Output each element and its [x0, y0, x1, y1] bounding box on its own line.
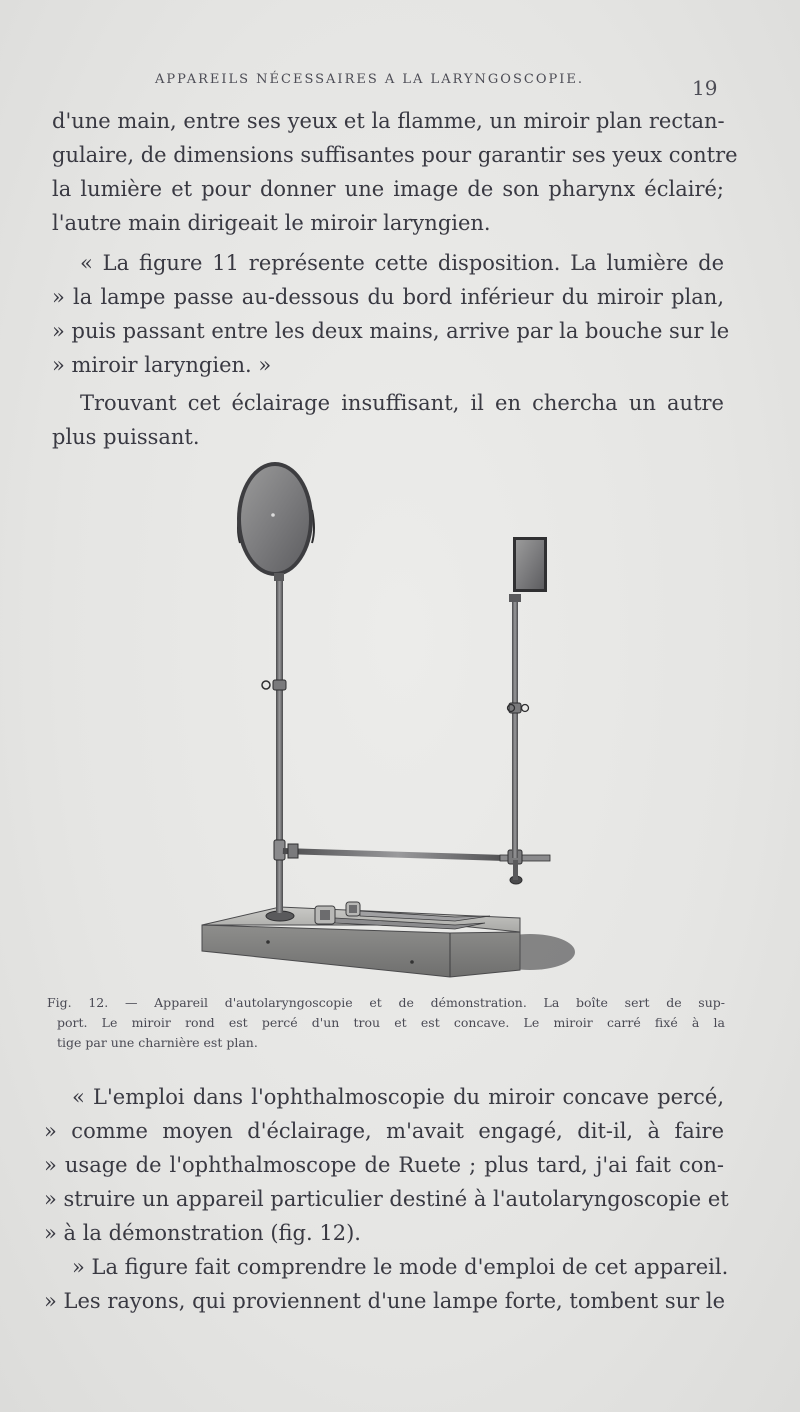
right-stand: [508, 594, 529, 858]
text-line: » à la démonstration (fig. 12).: [44, 1221, 361, 1245]
figure-caption: [47, 993, 725, 1053]
text-line: » la lampe passe au-dessous du bord inférieur du miroir plan,: [52, 285, 724, 309]
square-mirror: [513, 537, 547, 592]
quotation-ruete: [44, 1080, 729, 1318]
running-title: APPAREILS NÉCESSAIRES A LA LARYNGOSCOPIE.: [155, 72, 584, 87]
round-mirror: [237, 462, 314, 581]
text-line: » comme moyen d'éclairage, m'avait engagé, dit-il, à faire: [44, 1119, 724, 1143]
text-line: » usage de l'ophthalmoscope de Ruete ; plus tard, j'ai fait con-: [44, 1153, 724, 1177]
figure-12-illustration: [190, 455, 580, 985]
paragraph-trouvant: [52, 386, 724, 454]
text-line: » miroir laryngien. »: [52, 353, 272, 377]
text-line: la lumière et pour donner une image de son pharynx éclairé;: [52, 177, 724, 201]
text-line: gulaire, de dimensions suffisantes pour garantir ses yeux contre: [52, 143, 738, 167]
text-line: plus puissant.: [52, 425, 200, 449]
text-line: Trouvant cet éclairage insuffisant, il en chercha un autre: [80, 391, 724, 415]
left-stand: [262, 573, 294, 921]
quotation-fig11: [52, 246, 730, 382]
text-line: » Les rayons, qui proviennent d'une lampe forte, tombent sur le: [44, 1289, 726, 1313]
text-line: » puis passant entre les deux mains, arrive par la bouche sur le: [52, 319, 730, 343]
text-line: » La figure fait comprendre le mode d'emploi de cet appareil.: [72, 1255, 729, 1279]
paragraph-continuation: [52, 104, 738, 240]
text-line: d'une main, entre ses yeux et la flamme, un miroir plan rectan-: [52, 109, 725, 133]
text-line: l'autre main dirigeait le miroir laryngien.: [52, 211, 491, 235]
caption-line: port. Le miroir rond est percé d'un trou et est concave. Le miroir carré fixé à la: [57, 1015, 725, 1030]
page-number: 19: [692, 76, 718, 100]
text-line: « L'emploi dans l'ophthalmoscopie du miroir concave percé,: [72, 1085, 724, 1109]
horizontal-rod: [283, 844, 550, 884]
text-line: « La figure 11 représente cette disposition. La lumière de: [80, 251, 724, 275]
text-line: » struire un appareil particulier destiné à l'autolaryngoscopie et: [44, 1187, 729, 1211]
caption-line: tige par une charnière est plan.: [57, 1035, 258, 1050]
caption-line: Fig. 12. — Appareil d'autolaryngoscopie et de démonstration. La boîte sert de sup-: [47, 995, 725, 1010]
support-box: [202, 902, 520, 977]
